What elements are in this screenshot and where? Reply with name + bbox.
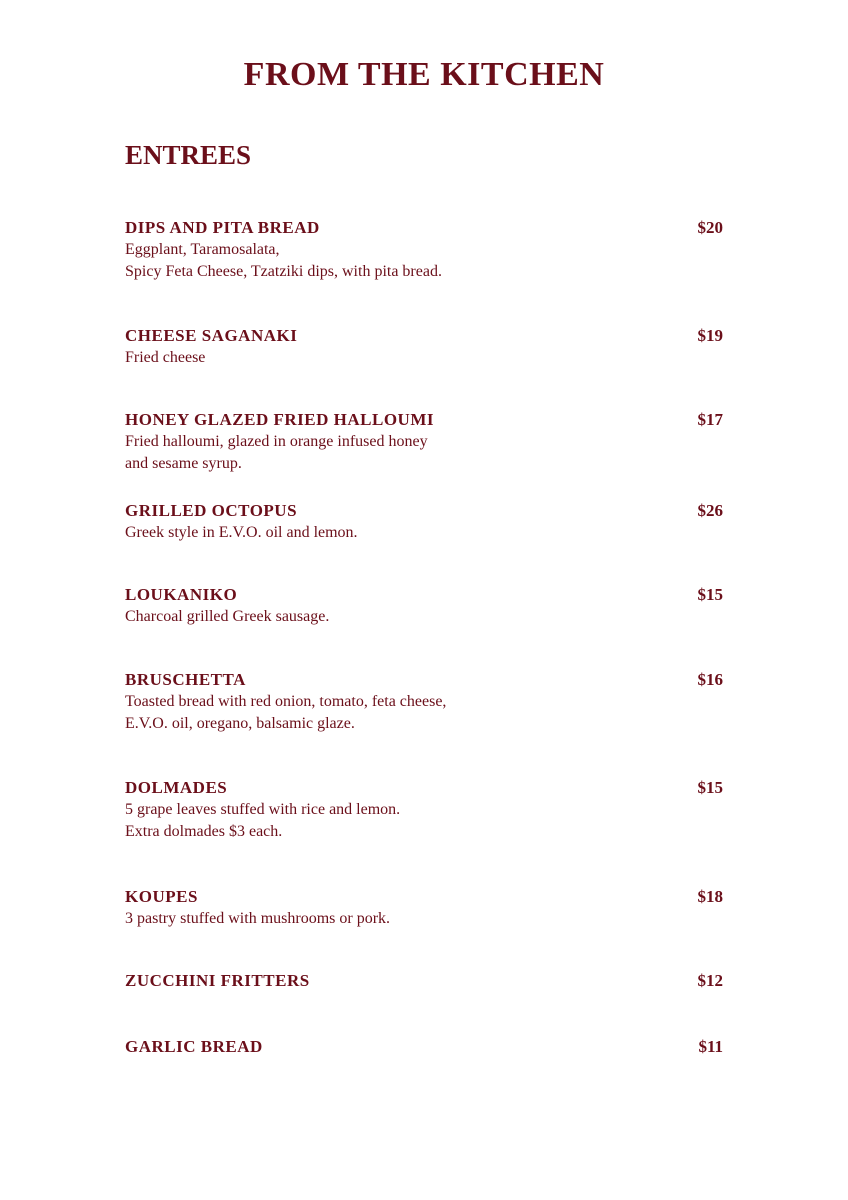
page-title: FROM THE KITCHEN bbox=[243, 56, 605, 93]
item-name: LOUKANIKO bbox=[125, 585, 238, 604]
menu-item-grilled-octopus bbox=[125, 500, 725, 544]
item-name: ZUCCHINI FRITTERS bbox=[125, 971, 310, 990]
item-price: $20 bbox=[697, 218, 723, 237]
item-price: $12 bbox=[697, 971, 723, 990]
item-description: Charcoal grilled Greek sausage. bbox=[125, 608, 330, 625]
item-description: Greek style in E.V.O. oil and lemon. bbox=[125, 524, 358, 541]
menu-item-cheese-saganaki bbox=[125, 325, 725, 369]
item-description: and sesame syrup. bbox=[125, 455, 242, 472]
menu-item-dolmades bbox=[125, 777, 725, 843]
item-description: Eggplant, Taramosalata, bbox=[125, 241, 280, 258]
item-name: DOLMADES bbox=[125, 778, 228, 797]
item-price: $16 bbox=[697, 670, 723, 689]
menu-item-honey-glazed-fried-halloumi bbox=[125, 409, 725, 475]
menu-item-garlic-bread bbox=[125, 1036, 725, 1058]
section-title: ENTREES bbox=[125, 140, 252, 170]
item-description: Spicy Feta Cheese, Tzatziki dips, with pita bread. bbox=[125, 263, 442, 280]
item-price: $15 bbox=[697, 585, 723, 604]
item-description: Extra dolmades $3 each. bbox=[125, 823, 283, 840]
menu-item-bruschetta bbox=[125, 669, 725, 735]
item-price: $15 bbox=[697, 778, 723, 797]
item-name: CHEESE SAGANAKI bbox=[125, 326, 298, 345]
item-name: GARLIC BREAD bbox=[125, 1037, 263, 1056]
menu-item-koupes bbox=[125, 886, 725, 930]
item-price: $18 bbox=[697, 887, 723, 906]
item-description: Toasted bread with red onion, tomato, feta cheese, bbox=[125, 693, 447, 710]
menu-item-dips-and-pita-bread bbox=[125, 217, 725, 283]
menu-item-loukaniko bbox=[125, 584, 725, 628]
item-price: $26 bbox=[697, 501, 723, 520]
item-description: E.V.O. oil, oregano, balsamic glaze. bbox=[125, 715, 355, 732]
item-name: KOUPES bbox=[125, 887, 198, 906]
item-price: $17 bbox=[697, 410, 723, 429]
item-price: $19 bbox=[697, 326, 723, 345]
item-description: Fried halloumi, glazed in orange infused honey bbox=[125, 433, 428, 450]
item-name: DIPS AND PITA BREAD bbox=[125, 218, 320, 237]
item-name: BRUSCHETTA bbox=[125, 670, 246, 689]
menu-item-zucchini-fritters bbox=[125, 970, 725, 992]
item-name: HONEY GLAZED FRIED HALLOUMI bbox=[125, 410, 434, 429]
item-price: $11 bbox=[698, 1037, 723, 1056]
item-name: GRILLED OCTOPUS bbox=[125, 501, 298, 520]
item-description: Fried cheese bbox=[125, 349, 206, 366]
item-description: 5 grape leaves stuffed with rice and lemon. bbox=[125, 801, 401, 818]
item-description: 3 pastry stuffed with mushrooms or pork. bbox=[125, 910, 391, 927]
